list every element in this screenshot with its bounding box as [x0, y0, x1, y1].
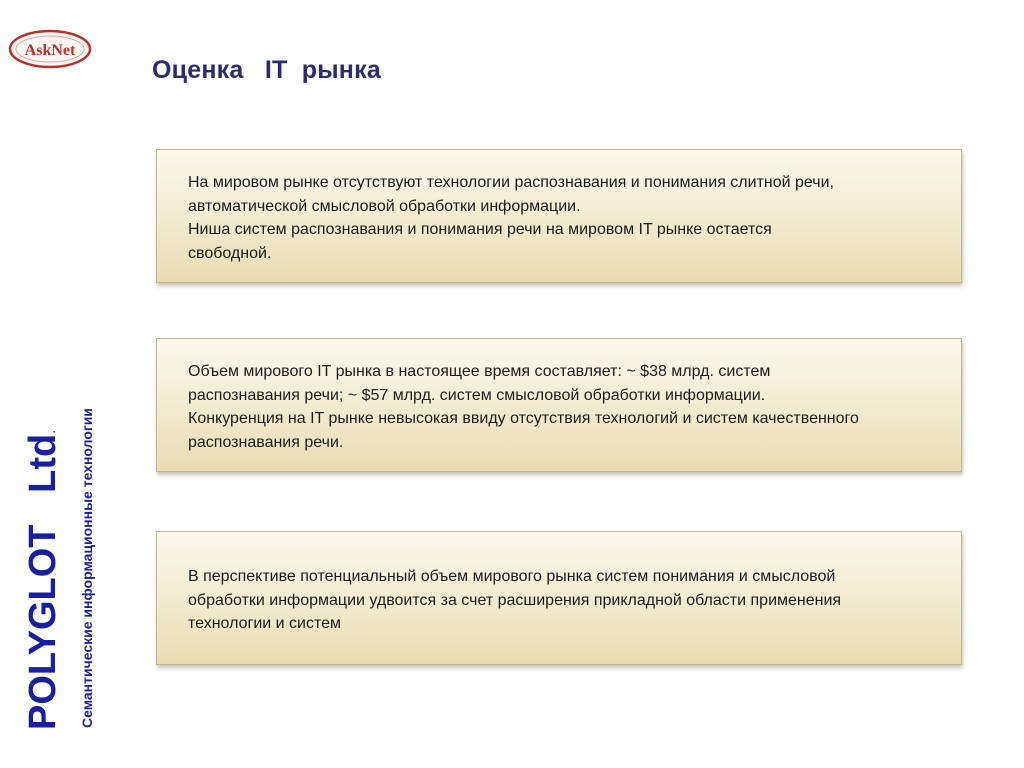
info-card-3 [156, 531, 962, 665]
logo-text: AskNet [24, 42, 76, 59]
asknet-logo-icon [8, 28, 92, 70]
card-line: На мировом рынке отсутствуют технологии распознавания и понимания слитной речи, [188, 174, 834, 191]
info-card-2 [156, 338, 962, 472]
info-card-3-text [188, 565, 951, 636]
brand-block [18, 330, 118, 730]
card-line: автоматической смысловой обработки информации. [188, 197, 581, 215]
info-card-2-text [188, 360, 951, 454]
brand-subtitle: Семантические информационные технологии [79, 408, 95, 728]
card-line: технологии и систем [188, 615, 342, 632]
info-card-1-text [188, 171, 951, 265]
brand-name [24, 430, 62, 730]
card-line: Конкуренция на IT рынке невысокая ввиду отсутствия технологий и систем качественного [188, 410, 859, 427]
info-card-1 [156, 149, 962, 283]
card-line: обработки информации удвоится за счет расширения прикладной области применения [188, 591, 842, 609]
card-line: распознавания речи; ~ $57 млрд. систем смысловой обработки информации. [188, 386, 766, 404]
card-line: Объем мирового IT рынка в настоящее время составляет: ~ $38 млрд. систем [188, 363, 771, 380]
card-line: Ниша систем распознавания и понимания речи на мировом IT рынке остается [188, 221, 772, 238]
card-line: свободной. [188, 244, 272, 262]
brand-dot: . [42, 429, 58, 434]
card-line: распознавания речи. [188, 433, 344, 451]
card-line: В перспективе потенциальный объем мирового рынка систем понимания и смысловой [188, 568, 836, 585]
brand-name-text: POLYGLOT Ltd [22, 433, 64, 730]
page-title: Оценка IT рынка [152, 56, 381, 84]
